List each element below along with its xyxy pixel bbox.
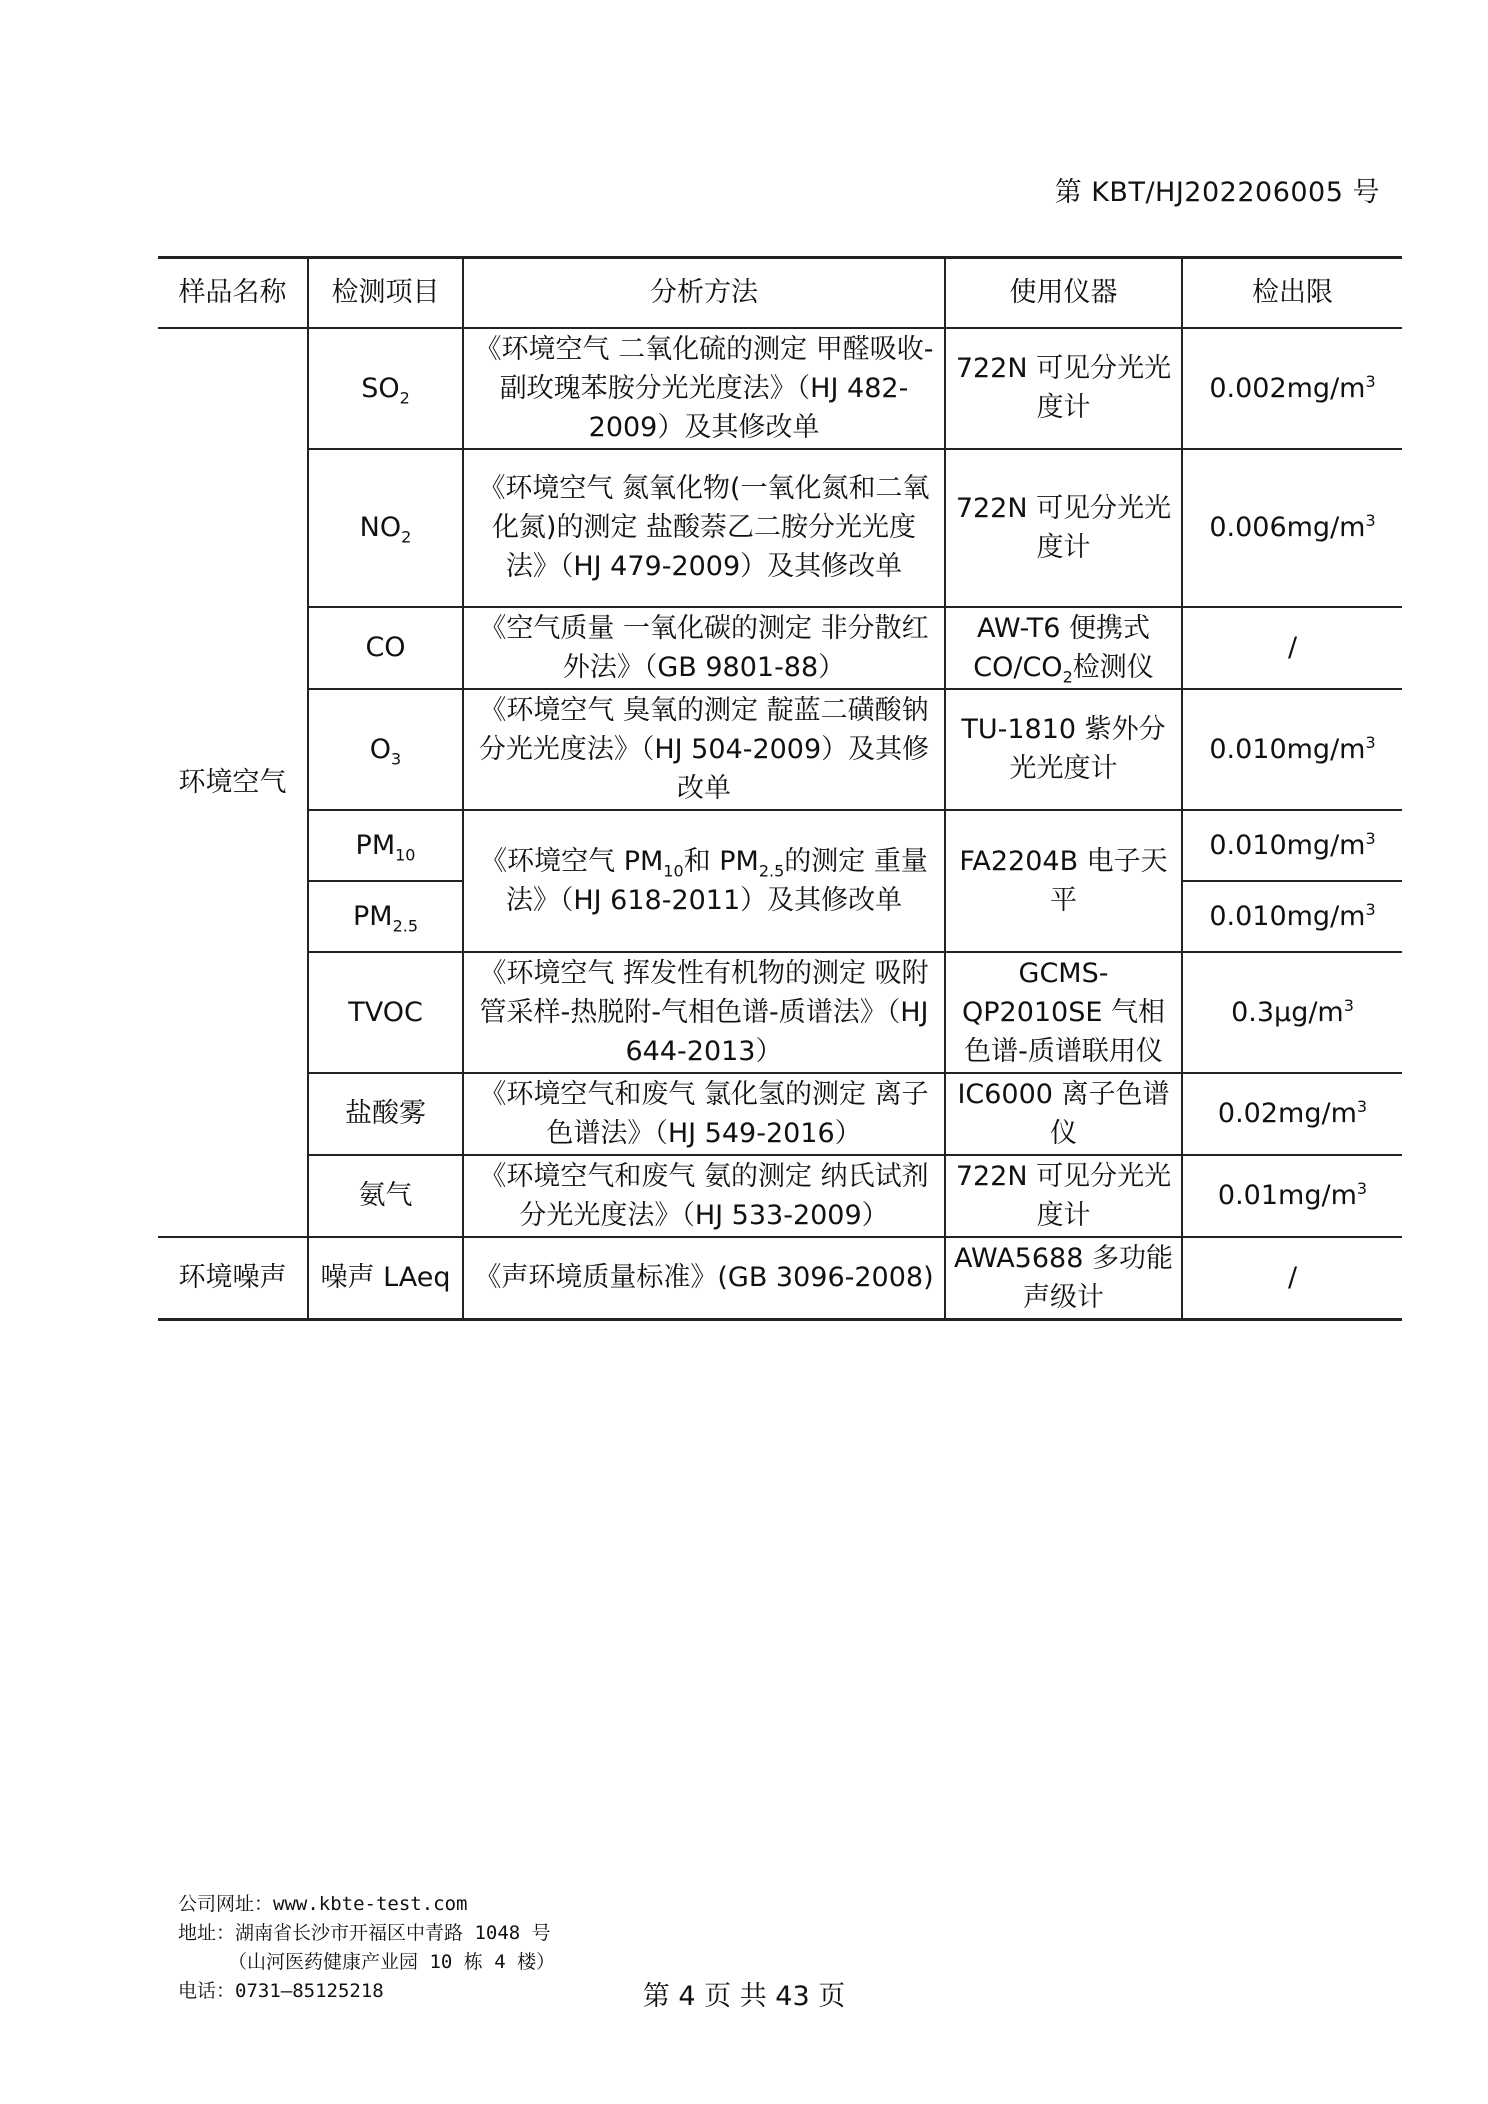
header-detection-limit: 检出限 bbox=[1182, 258, 1402, 328]
item-tvoc: TVOC bbox=[308, 952, 463, 1073]
detection-methods-table bbox=[158, 256, 1402, 1321]
table-row bbox=[158, 449, 1402, 607]
table-row bbox=[158, 1237, 1402, 1320]
page-number: 第 4 页 共 43 页 bbox=[642, 1981, 846, 2012]
limit-cell: $0.010mg/m^3$ bbox=[1182, 810, 1402, 881]
method-cell: 《环境空气和废气 氨的测定 纳氏试剂分光光度法》（HJ 533-2009） bbox=[463, 1155, 945, 1237]
limit-cell: $0.010mg/m^3$ bbox=[1182, 689, 1402, 810]
method-cell: 《环境空气 挥发性有机物的测定 吸附管采样-热脱附-气相色谱-质谱法》（HJ 644-2013） bbox=[463, 952, 945, 1073]
item-no2: $NO_2$ bbox=[308, 449, 463, 607]
method-cell: 《环境空气 氮氧化物(一氧化氮和二氧化氮)的测定 盐酸萘乙二胺分光光度法》（HJ 479-2009）及其修改单 bbox=[463, 449, 945, 607]
item-hcl: 盐酸雾 bbox=[308, 1073, 463, 1155]
sample-noise: 环境噪声 bbox=[158, 1237, 308, 1320]
instrument-cell: GCMS-QP2010SE 气相色谱-质谱联用仪 bbox=[945, 952, 1182, 1073]
header-method: 分析方法 bbox=[463, 258, 945, 328]
item-pm25: $PM_{2.5}$ bbox=[308, 881, 463, 952]
instrument-cell: AW-T6 便携式 $CO/CO_2$检测仪 bbox=[945, 607, 1182, 689]
item-o3: $O_3$ bbox=[308, 689, 463, 810]
limit-cell: / bbox=[1182, 1237, 1402, 1320]
item-co: CO bbox=[308, 607, 463, 689]
header-sample-name: 样品名称 bbox=[158, 258, 308, 328]
limit-cell: / bbox=[1182, 607, 1402, 689]
instrument-cell: FA2204B 电子天平 bbox=[945, 810, 1182, 952]
table-header-row bbox=[158, 258, 1402, 328]
instrument-cell: TU-1810 紫外分光光度计 bbox=[945, 689, 1182, 810]
table-row bbox=[158, 952, 1402, 1073]
company-website: 公司网址：www.kbte-test.com bbox=[178, 1893, 468, 1915]
table-row bbox=[158, 689, 1402, 810]
company-address: 地址：湖南省长沙市开福区中青路 1048 号 bbox=[178, 1922, 551, 1944]
table-row bbox=[158, 607, 1402, 689]
header-instrument: 使用仪器 bbox=[945, 258, 1182, 328]
method-cell: 《环境空气和废气 氯化氢的测定 离子色谱法》（HJ 549-2016） bbox=[463, 1073, 945, 1155]
sample-air: 环境空气 bbox=[158, 328, 308, 1237]
limit-cell: $0.02mg/m^3$ bbox=[1182, 1073, 1402, 1155]
method-cell: 《声环境质量标准》(GB 3096-2008) bbox=[463, 1237, 945, 1320]
report-number: 第 KBT/HJ202206005 号 bbox=[1054, 177, 1380, 208]
method-cell: 《环境空气 臭氧的测定 靛蓝二磺酸钠分光光度法》（HJ 504-2009）及其修改单 bbox=[463, 689, 945, 810]
instrument-cell: 722N 可见分光光度计 bbox=[945, 328, 1182, 449]
header-test-item: 检测项目 bbox=[308, 258, 463, 328]
limit-cell: $0.01mg/m^3$ bbox=[1182, 1155, 1402, 1237]
limit-cell: $0.3\mu g/m^3$ bbox=[1182, 952, 1402, 1073]
instrument-cell: 722N 可见分光光度计 bbox=[945, 1155, 1182, 1237]
table-row bbox=[158, 1073, 1402, 1155]
method-cell: 《环境空气 $PM_{10}$和 $PM_{2.5}$的测定 重量法》（HJ 618-2011）及其修改单 bbox=[463, 810, 945, 952]
company-address-line2: （山河医药健康产业园 10 栋 4 楼） bbox=[228, 1951, 556, 1973]
method-cell: 《空气质量 一氧化碳的测定 非分散红外法》（GB 9801-88） bbox=[463, 607, 945, 689]
item-nh3: 氨气 bbox=[308, 1155, 463, 1237]
limit-cell: $0.006mg/m^3$ bbox=[1182, 449, 1402, 607]
item-pm10: $PM_{10}$ bbox=[308, 810, 463, 881]
instrument-cell: 722N 可见分光光度计 bbox=[945, 449, 1182, 607]
limit-cell: $0.010mg/m^3$ bbox=[1182, 881, 1402, 952]
method-cell: 《环境空气 二氧化硫的测定 甲醛吸收-副玫瑰苯胺分光光度法》（HJ 482-2009）及其修改单 bbox=[463, 328, 945, 449]
table-row bbox=[158, 1155, 1402, 1237]
table-row bbox=[158, 328, 1402, 449]
item-so2: $SO_2$ bbox=[308, 328, 463, 449]
instrument-cell: IC6000 离子色谱仪 bbox=[945, 1073, 1182, 1155]
table-row bbox=[158, 810, 1402, 881]
company-phone: 电话：0731—85125218 bbox=[178, 1980, 384, 2002]
item-noise: 噪声 LAeq bbox=[308, 1237, 463, 1320]
limit-cell: $0.002mg/m^3$ bbox=[1182, 328, 1402, 449]
instrument-cell: AWA5688 多功能声级计 bbox=[945, 1237, 1182, 1320]
